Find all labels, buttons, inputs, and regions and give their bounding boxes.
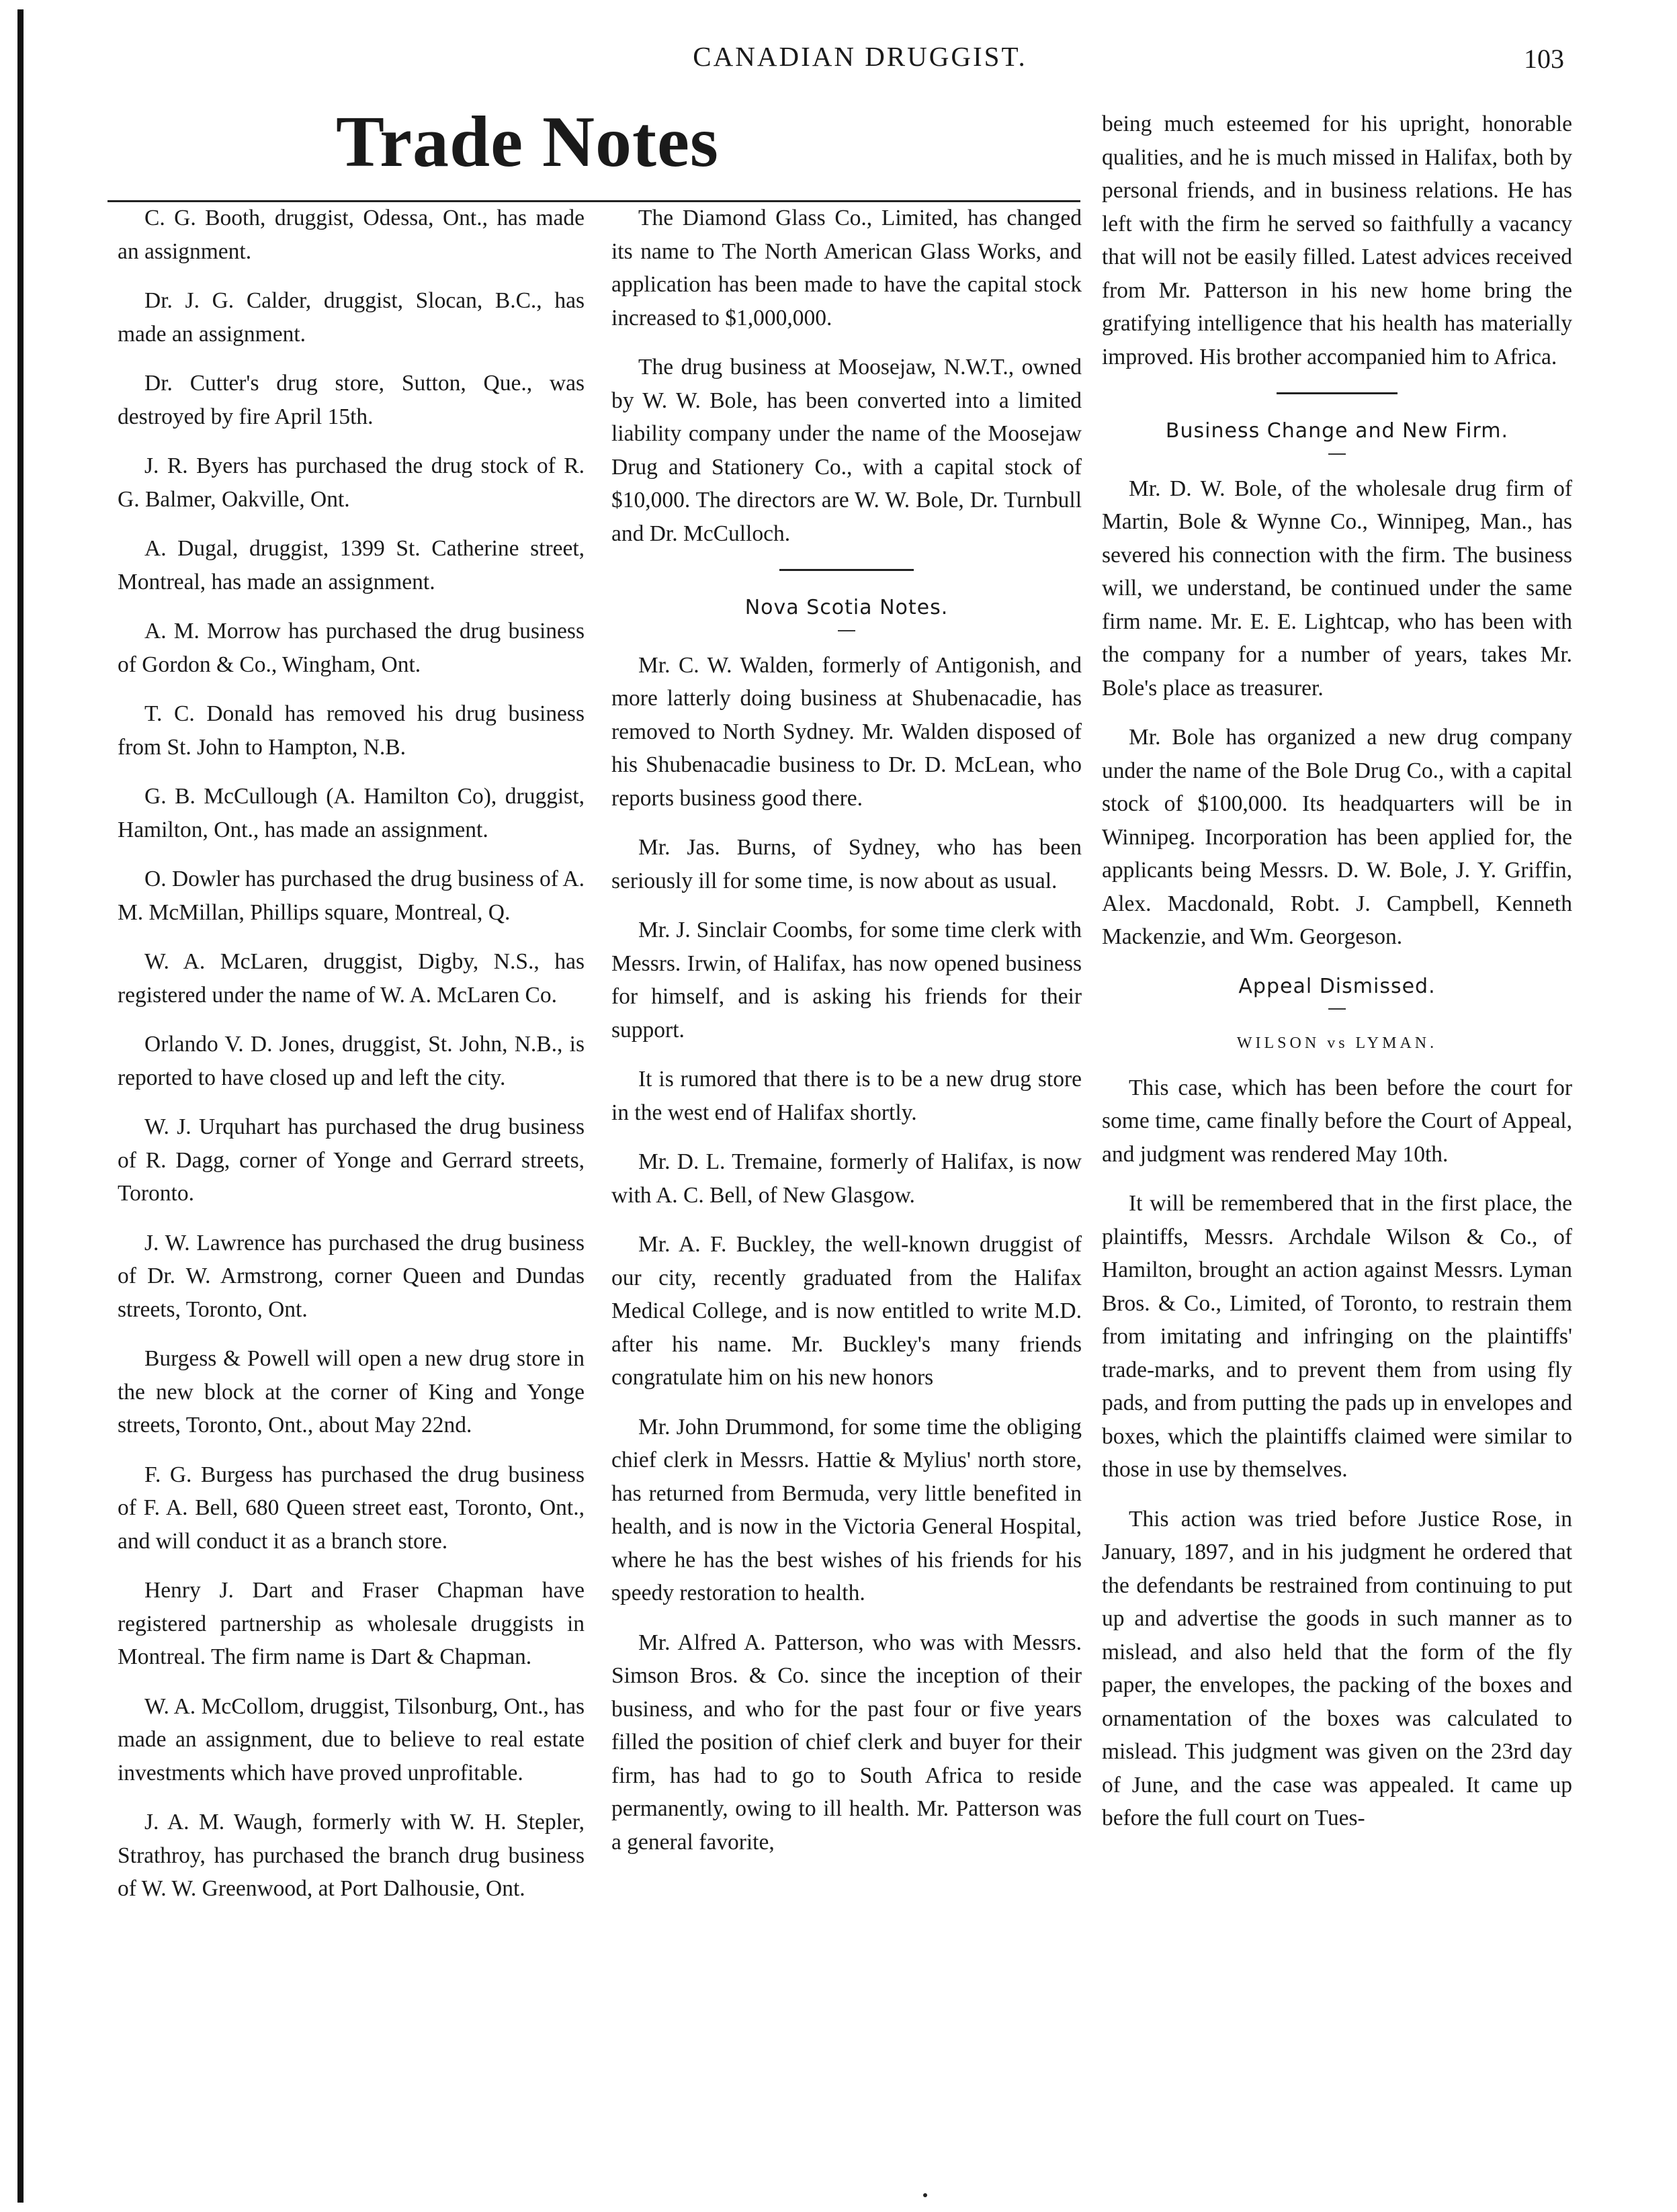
business-change-heading: Business Change and New Firm. bbox=[1165, 419, 1509, 443]
note-paragraph: Orlando V. D. Jones, druggist, St. John, N.B., is reported to have closed up and left the city. bbox=[118, 1032, 585, 1090]
heading-dash bbox=[1328, 1008, 1346, 1010]
column-3 bbox=[1102, 107, 1572, 1851]
business-paragraph: Mr. D. W. Bole, of the wholesale drug firm of Martin, Bole & Wynne Co., Winnipeg, Man., has severed his connection with the firm. The business will, we understand, be continued under the same firm name. Mr. E. E. Lightcap, who has been with the company for a number of years, takes Mr. Bole's place as treasurer. bbox=[1102, 476, 1572, 701]
running-head: CANADIAN DRUGGIST. bbox=[693, 41, 1027, 72]
section-divider bbox=[779, 569, 914, 571]
nova-scotia-paragraph: Mr. Jas. Burns, of Sydney, who has been seriously ill for some time, is now about as usual. bbox=[611, 835, 1082, 893]
note-paragraph: Burgess & Powell will open a new drug store in the new block at the corner of King and Yonge streets, Toronto, Ont., about May 22nd. bbox=[118, 1346, 585, 1437]
note-paragraph: W. J. Urquhart has purchased the drug business of R. Dagg, corner of Yonge and Gerrard streets, Toronto. bbox=[118, 1114, 585, 1206]
nova-scotia-paragraph: Mr. D. L. Tremaine, formerly of Halifax, is now with A. C. Bell, of New Glasgow. bbox=[611, 1149, 1082, 1208]
nova-scotia-paragraph: It is rumored that there is to be a new drug store in the west end of Halifax shortly. bbox=[611, 1067, 1082, 1125]
note-paragraph: W. A. McCollom, druggist, Tilsonburg, Ont., has made an assignment, due to believe to real estate investments which have proved unprofitable. bbox=[118, 1693, 585, 1785]
nova-scotia-heading: Nova Scotia Notes. bbox=[744, 596, 949, 619]
appeal-paragraph: It will be remembered that in the first place, the plaintiffs, Messrs. Archdale Wilson & Co., of Hamilton, brought an action against Messrs. Lyman Bros. & Co., Limited, of Toronto, to restrain them from imitating and infringing on the plaintiffs' trade-marks, and to prevent them from using fly pads, and from putting the pads up in envelopes and boxes, which the plaintiffs claimed were similar to those in use by themselves. bbox=[1102, 1191, 1572, 1482]
case-name: WILSON vs LYMAN. bbox=[1236, 1034, 1438, 1052]
section-divider bbox=[1277, 392, 1398, 394]
business-paragraph: Mr. Bole has organized a new drug company under the name of the Bole Drug Co., with a capital stock of $100,000. Its headquarters will be in Winnipeg. Incorporation has been applied for, the applicants being Messrs. D. W. Bole, J. Y. Griffin, Alex. Macdonald, Robt. J. Campbell, Kenneth Mackenzie, and Wm. Georgeson. bbox=[1102, 725, 1572, 949]
note-paragraph: O. Dowler has purchased the drug business of A. M. McMillan, Phillips square, Montreal, Q. bbox=[118, 867, 585, 925]
note-paragraph: A. M. Morrow has purchased the drug business of Gordon & Co., Wingham, Ont. bbox=[118, 619, 585, 677]
heading-dash bbox=[838, 630, 855, 631]
note-paragraph: F. G. Burgess has purchased the drug business of F. A. Bell, 680 Queen street east, Toronto, Ont., and will conduct it as a branch store. bbox=[118, 1462, 585, 1554]
note-paragraph: J. A. M. Waugh, formerly with W. H. Stepler, Strathroy, has purchased the branch drug business of W. W. Greenwood, at Port Dalhousie, Ont. bbox=[118, 1810, 585, 1901]
section-title: Trade Notes bbox=[336, 102, 719, 182]
nova-scotia-paragraph: Mr. Alfred A. Patterson, who was with Messrs. Simson Bros. & Co. since the inception of their business, and who for the past four or five years filled the position of chief clerk and buyer for their firm, has had to go to South Africa to reside permanently, owing to ill health. Mr. Patterson was a general favorite, bbox=[611, 1630, 1082, 1855]
note-paragraph: Dr. J. G. Calder, druggist, Slocan, B.C., has made an assignment. bbox=[118, 288, 585, 347]
note-paragraph: J. W. Lawrence has purchased the drug business of Dr. W. Armstrong, corner Queen and Dundas streets, Toronto, Ont. bbox=[118, 1230, 585, 1322]
note-paragraph: J. R. Byers has purchased the drug stock of R. G. Balmer, Oakville, Ont. bbox=[118, 453, 585, 512]
appeal-paragraph: This action was tried before Justice Rose, in January, 1897, and in his judgment he ordered that the defendants be restrained from continuing to put up and advertise the goods in such manner as to mislead, and also held that the form of the fly paper, the envelopes, the packing of the boxes and ornamentation of the boxes was calculated to mislead. This judgment was given on the 23rd day of June, and the case was appealed. It came up before the full court on Tues- bbox=[1102, 1506, 1572, 1830]
heading-dash bbox=[1328, 453, 1346, 455]
page-number: 103 bbox=[1524, 44, 1564, 74]
note-paragraph: A. Dugal, druggist, 1399 St. Catherine street, Montreal, has made an assignment. bbox=[118, 536, 585, 594]
appeal-heading: Appeal Dismissed. bbox=[1238, 974, 1436, 998]
note-paragraph: The drug business at Moosejaw, N.W.T., owned by W. W. Bole, has been converted into a limited liability company under the name of the Moosejaw Drug and Stationery Co., with a capital stock of $10,000. The directors are W. W. Bole, Dr. Turnbull and Dr. McCulloch. bbox=[611, 355, 1082, 546]
nova-scotia-paragraph: Mr. John Drummond, for some time the obliging chief clerk in Messrs. Hattie & Mylius' north store, has returned from Bermuda, very little benefited in health, and is now in the Victoria General Hospital, where he has the best wishes of his friends for his speedy restoration to health. bbox=[611, 1414, 1082, 1605]
note-paragraph: T. C. Donald has removed his drug business from St. John to Hampton, N.B. bbox=[118, 701, 585, 760]
note-paragraph: W. A. McLaren, druggist, Digby, N.S., has registered under the name of W. A. McLaren Co. bbox=[118, 949, 585, 1008]
footer-mark bbox=[923, 2193, 927, 2197]
column-1 bbox=[118, 202, 585, 1922]
continued-paragraph: being much esteemed for his upright, honorable qualities, and he is much missed in Halifax, both by personal friends, and in business relations. He has left with the firm he served so faithfully a vacancy that will not be easily filled. Latest advices received from Mr. Patterson in his new home bring the gratifying intelligence that his health has materially improved. His brother accompanied him to Africa. bbox=[1102, 112, 1572, 369]
nova-scotia-paragraph: Mr. A. F. Buckley, the well-known druggist of our city, recently graduated from the Halifax Medical College, and is now entitled to write M.D. after his name. Mr. Buckley's many friends congratulate him on his new honors bbox=[611, 1232, 1082, 1390]
note-paragraph: The Diamond Glass Co., Limited, has changed its name to The North American Glass Works, and application has been made to have the capital stock increased to $1,000,000. bbox=[611, 206, 1082, 330]
note-paragraph: C. G. Booth, druggist, Odessa, Ont., has made an assignment. bbox=[118, 206, 585, 264]
nova-scotia-paragraph: Mr. C. W. Walden, formerly of Antigonish, and more latterly doing business at Shubenacadie, has removed to North Sydney. Mr. Walden disposed of his Shubenacadie business to Dr. D. McLean, who reports business good there. bbox=[611, 652, 1082, 811]
note-paragraph: G. B. McCullough (A. Hamilton Co), druggist, Hamilton, Ont., has made an assignment. bbox=[118, 784, 585, 842]
column-2 bbox=[611, 202, 1082, 1875]
nova-scotia-paragraph: Mr. J. Sinclair Coombs, for some time clerk with Messrs. Irwin, of Halifax, has now opened business for himself, and is asking his friends for their support. bbox=[611, 918, 1082, 1043]
appeal-paragraph: This case, which has been before the court for some time, came finally before the Court of Appeal, and judgment was rendered May 10th. bbox=[1102, 1075, 1572, 1167]
left-border-rule bbox=[17, 9, 24, 2203]
note-paragraph: Henry J. Dart and Fraser Chapman have registered partnership as wholesale druggists in Montreal. The firm name is Dart & Chapman. bbox=[118, 1578, 585, 1669]
note-paragraph: Dr. Cutter's drug store, Sutton, Que., was destroyed by fire April 15th. bbox=[118, 371, 585, 429]
